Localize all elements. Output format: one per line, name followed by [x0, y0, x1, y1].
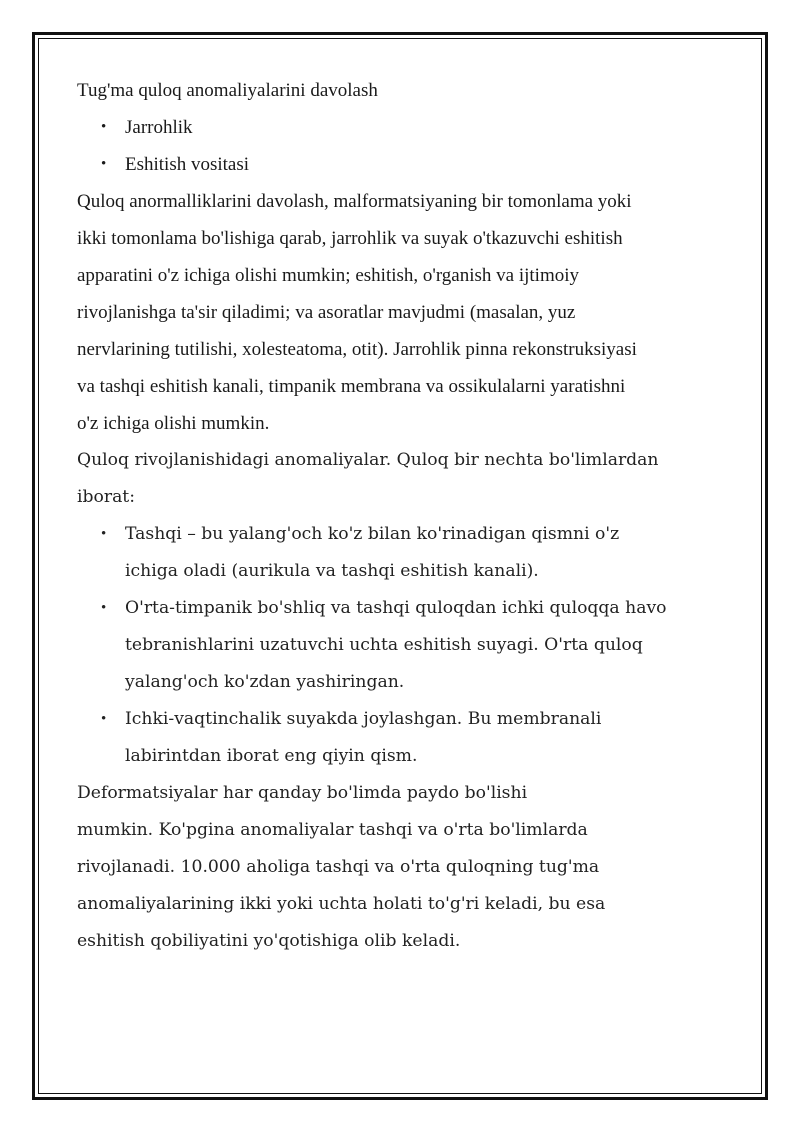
- closing-paragraph: [77, 775, 727, 960]
- paragraph-line: Quloq anormalliklarini davolash, malformatsiyaning bir tomonlama yoki: [77, 191, 632, 212]
- intro-paragraph: [77, 442, 727, 516]
- list-item: • Eshitish vositasi: [77, 146, 727, 183]
- paragraph-line: rivojlanadi. 10.000 aholiga tashqi va o'rta quloqning tug'ma: [77, 857, 600, 877]
- treatment-list: [77, 109, 727, 183]
- list-item: [77, 590, 727, 701]
- section-treatment: [77, 72, 727, 442]
- item-line: • Ichki-vaqtinchalik suyakda joylashgan. Bu membranali: [125, 709, 602, 729]
- paragraph-line: eshitish qobiliyatini yo'qotishiga olib keladi.: [77, 931, 461, 951]
- paragraph-line: ikki tomonlama bo'lishiga qarab, jarrohlik va suyak o'tkazuvchi eshitish: [77, 228, 623, 249]
- item-line: tebranishlarini uzatuvchi uchta eshitish suyagi. O'rta quloq: [125, 635, 643, 655]
- paragraph-line: nervlarining tutilishi, xolesteatoma, otit). Jarrohlik pinna rekonstruksiyasi: [77, 339, 637, 360]
- section-ear-parts: [77, 442, 727, 960]
- paragraph-line: apparatini o'z ichiga olishi mumkin; eshitish, o'rganish va ijtimoiy: [77, 265, 580, 286]
- paragraph-line: iborat:: [77, 487, 136, 507]
- item-line: ichiga oladi (aurikula va tashqi eshitish kanali).: [125, 561, 539, 581]
- paragraph-line: Quloq rivojlanishidagi anomaliyalar. Quloq bir nechta bo'limlardan: [77, 450, 659, 470]
- item-line: • Tashqi – bu yalang'och ko'z bilan ko'rinadigan qismni o'z: [125, 524, 620, 544]
- paragraph-line: mumkin. Ko'pgina anomaliyalar tashqi va o'rta bo'limlarda: [77, 820, 588, 840]
- list-item: [77, 516, 727, 590]
- paragraph-line: Deformatsiyalar har qanday bo'limda paydo bo'lishi: [77, 783, 528, 803]
- list-item: • Jarrohlik: [77, 109, 727, 146]
- paragraph-line: va tashqi eshitish kanali, timpanik membrana va ossikulalarni yaratishni: [77, 376, 626, 397]
- ear-parts-list: [77, 516, 727, 775]
- item-line: labirintdan iborat eng qiyin qism.: [125, 746, 418, 766]
- paragraph-line: o'z ichiga olishi mumkin.: [77, 413, 270, 434]
- document-body: [77, 72, 727, 960]
- item-line: • O'rta-timpanik bo'shliq va tashqi quloqdan ichki quloqqa havo: [125, 598, 667, 618]
- paragraph-line: rivojlanishga ta'sir qiladimi; va asoratlar mavjudmi (masalan, yuz: [77, 302, 576, 323]
- item-line: yalang'och ko'zdan yashiringan.: [125, 672, 405, 692]
- section-heading: Tug'ma quloq anomaliyalarini davolash: [77, 80, 378, 101]
- treatment-paragraph: [77, 183, 727, 442]
- list-item: [77, 701, 727, 775]
- paragraph-line: anomaliyalarining ikki yoki uchta holati to'g'ri keladi, bu esa: [77, 894, 606, 914]
